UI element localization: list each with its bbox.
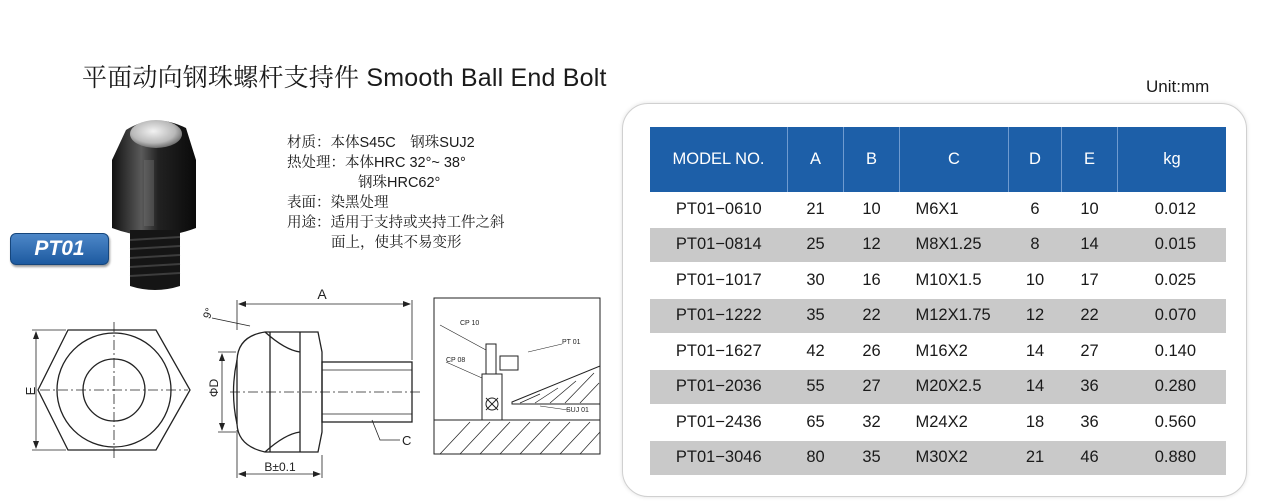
angle-label: 9° <box>201 306 217 321</box>
cell-c: M30X2 <box>900 440 1009 476</box>
cell-kg: 0.560 <box>1118 405 1227 441</box>
cell-b: 10 <box>844 192 900 227</box>
cell-kg: 0.140 <box>1118 334 1227 370</box>
cell-d: 8 <box>1009 227 1062 263</box>
cell-model: PT01−3046 <box>650 440 788 476</box>
cell-d: 18 <box>1009 405 1062 441</box>
cell-b: 26 <box>844 334 900 370</box>
model-badge: PT01 <box>10 233 109 265</box>
cell-d: 12 <box>1009 298 1062 334</box>
cell-d: 14 <box>1009 369 1062 405</box>
cell-d: 14 <box>1009 334 1062 370</box>
cell-c: M8X1.25 <box>900 227 1009 263</box>
dim-b-label: B±0.1 <box>264 460 296 474</box>
dim-c-label: C <box>402 433 412 448</box>
spec-table <box>650 127 1226 476</box>
cell-kg: 0.280 <box>1118 369 1227 405</box>
cell-a: 30 <box>788 263 844 299</box>
cell-c: M12X1.75 <box>900 298 1009 334</box>
table-header-row <box>650 127 1226 192</box>
spec-surface: 表面：染黑处理 <box>287 195 389 211</box>
dim-d-label: ΦD <box>207 378 221 398</box>
cell-kg: 0.025 <box>1118 263 1227 299</box>
cell-c: M24X2 <box>900 405 1009 441</box>
spec-heat-treatment: 热处理：本体HRC 32°~ 38° <box>287 155 466 171</box>
header-model: MODEL NO. <box>650 127 788 192</box>
dim-a-label: A <box>317 286 327 302</box>
cell-model: PT01−1017 <box>650 263 788 299</box>
cell-e: 22 <box>1062 298 1118 334</box>
cell-e: 36 <box>1062 405 1118 441</box>
cell-model: PT01−1627 <box>650 334 788 370</box>
cell-b: 12 <box>844 227 900 263</box>
cell-a: 80 <box>788 440 844 476</box>
cell-a: 42 <box>788 334 844 370</box>
header-d: D <box>1009 127 1062 192</box>
cell-b: 16 <box>844 263 900 299</box>
bolt-side-view <box>212 300 420 478</box>
cell-c: M10X1.5 <box>900 263 1009 299</box>
suj01-label: SUJ 01 <box>566 407 589 414</box>
cell-model: PT01−0610 <box>650 192 788 227</box>
cell-b: 22 <box>844 298 900 334</box>
cell-model: PT01−2036 <box>650 369 788 405</box>
cell-d: 21 <box>1009 440 1062 476</box>
cell-e: 27 <box>1062 334 1118 370</box>
cell-c: M6X1 <box>900 192 1009 227</box>
cell-e: 46 <box>1062 440 1118 476</box>
technical-drawings <box>0 280 620 490</box>
cell-e: 14 <box>1062 227 1118 263</box>
unit-label: Unit:mm <box>1146 77 1210 96</box>
table-row <box>650 192 1226 227</box>
cp10-label: CP 10 <box>460 320 480 327</box>
cell-kg: 0.880 <box>1118 440 1227 476</box>
cell-c: M20X2.5 <box>900 369 1009 405</box>
pt01-label: PT 01 <box>562 339 581 346</box>
cell-e: 10 <box>1062 192 1118 227</box>
cell-b: 35 <box>844 440 900 476</box>
cell-b: 27 <box>844 369 900 405</box>
cell-a: 35 <box>788 298 844 334</box>
spec-list <box>287 133 505 253</box>
cell-d: 6 <box>1009 192 1062 227</box>
header-b: B <box>844 127 900 192</box>
header-e: E <box>1062 127 1118 192</box>
cell-kg: 0.015 <box>1118 227 1227 263</box>
dim-e-label: E <box>23 386 38 396</box>
cell-a: 25 <box>788 227 844 263</box>
cell-a: 65 <box>788 405 844 441</box>
cell-b: 32 <box>844 405 900 441</box>
cell-kg: 0.070 <box>1118 298 1227 334</box>
cp08-label: CP 08 <box>446 357 466 364</box>
table-row <box>650 369 1226 405</box>
cell-e: 17 <box>1062 263 1118 299</box>
table-row <box>650 405 1226 441</box>
cell-a: 55 <box>788 369 844 405</box>
header-c: C <box>900 127 1009 192</box>
cell-model: PT01−1222 <box>650 298 788 334</box>
table-row <box>650 263 1226 299</box>
spec-heat-treatment-ball: 钢珠HRC62° <box>358 175 441 191</box>
cell-c: M16X2 <box>900 334 1009 370</box>
product-photo <box>104 110 204 295</box>
table-row <box>650 334 1226 370</box>
cell-model: PT01−0814 <box>650 227 788 263</box>
spec-usage-cont: 面上，使其不易变形 <box>331 235 462 251</box>
cell-d: 10 <box>1009 263 1062 299</box>
cell-kg: 0.012 <box>1118 192 1227 227</box>
header-kg: kg <box>1118 127 1227 192</box>
cell-e: 36 <box>1062 369 1118 405</box>
cell-model: PT01−2436 <box>650 405 788 441</box>
header-a: A <box>788 127 844 192</box>
page-title: 平面动向钢珠螺杆支持件 Smooth Ball End Bolt <box>82 64 607 92</box>
table-row <box>650 227 1226 263</box>
cell-a: 21 <box>788 192 844 227</box>
spec-material: 材质：本体S45C 钢珠SUJ2 <box>287 135 475 151</box>
table-row <box>650 440 1226 476</box>
application-diagram <box>434 298 600 454</box>
hex-front-view <box>32 322 190 458</box>
spec-usage: 用途：适用于支持或夹持工件之斜 <box>287 215 505 231</box>
table-row <box>650 298 1226 334</box>
